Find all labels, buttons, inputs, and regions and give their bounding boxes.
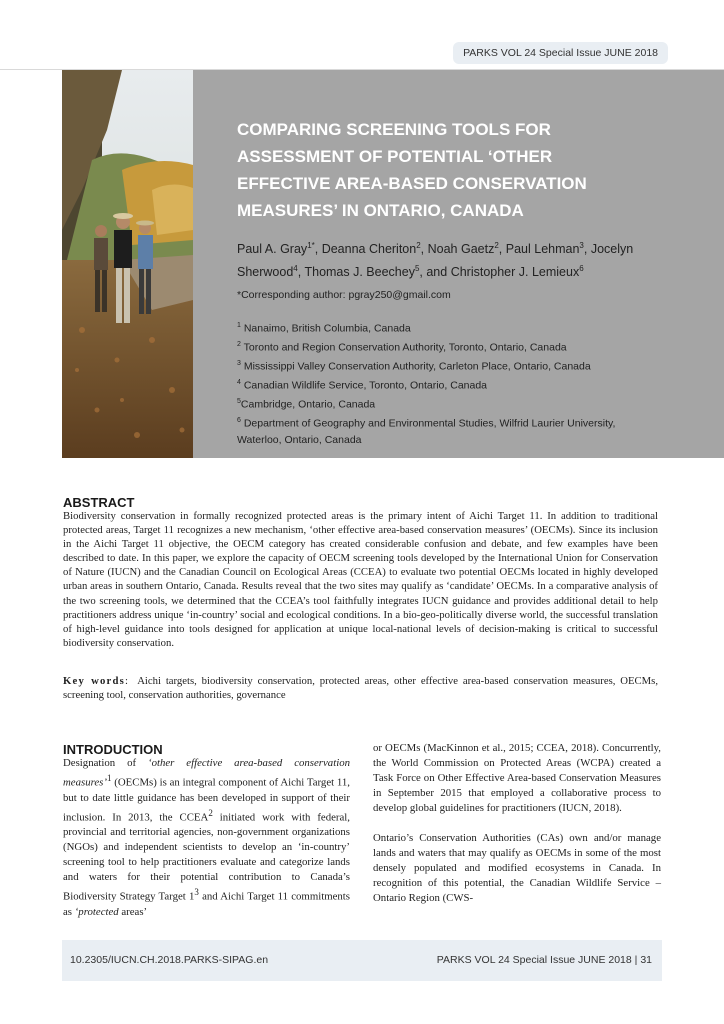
affiliation-sup: 5 [237,398,241,405]
intro-text: Designation of [63,757,148,769]
author-sup: 4 [293,264,298,274]
footer-journal: PARKS VOL 24 Special Issue JUNE 2018 [436,954,632,966]
author-sep: , [498,242,506,257]
abstract-heading: ABSTRACT [63,495,135,510]
author-name: Christopher J. Lemieux [450,265,580,280]
affiliation-sup: 3 [237,360,241,367]
author-sup: 1* [307,241,315,250]
author-name: Deanna Cheriton [321,242,417,257]
keywords-colon: : [125,675,138,687]
intro-left-column [63,756,350,920]
intro-text: areas’ [118,905,148,918]
author-name: Noah Gaetz [427,242,495,257]
page-number: 31 [640,954,652,966]
author-sup: 3 [579,241,584,250]
footnote-ref: 3 [194,887,199,898]
title-line: MEASURES’ IN ONTARIO, CANADA [237,201,524,220]
intro-paragraph: or OECMs (MacKinnon et al., 2015; CCEA, 2018). Concurrently, the World Commission on Protected Areas (WCPA) created a Task Force on Other Effective Area-based Conservation Measures in September 2015 that employed a collaborative process to develop global guidelines for practitioners (IUCN, 2018). [373,742,661,814]
article-title [237,116,657,224]
footnote-ref: 1 [106,773,112,783]
affiliation-item [237,375,657,394]
affiliation-text: Canadian Wildlife Service, Toronto, Ontario, Canada [243,379,488,392]
affiliation-sup: 2 [237,341,241,348]
author-sup: 2 [416,241,421,250]
intro-text: and Aichi Target 11 commitments as [63,890,351,918]
affiliation-text: Toronto and Region Conservation Authority, Toronto, Ontario, Canada [243,341,567,354]
page-footer [62,940,662,981]
affiliation-item [237,356,657,375]
affiliation-item [237,413,657,449]
author-sup: 5 [414,264,420,274]
intro-emphasis: ‘other effective area-based conservation measures’ [63,757,350,789]
keywords [63,674,658,702]
intro-paragraph: Ontario’s Conservation Authorities (CAs) own and/or manage lands and waters that may qualify as OECMs in some of the most densely populated and modified ecosystems in Canada. In recognition of this potential, the Canadian Wildlife Service – Ontario Region (CWS- [373,832,661,904]
affiliation-item [237,318,657,337]
author-name: Paul A. Gray [237,242,308,257]
affiliation-item [237,337,657,356]
keywords-text: Aichi targets, biodiversity conservation, protected areas, other effective area-based conservation measures, OECMs, screening tool, conservation authorities, governance [63,675,659,702]
affiliation-sup: 4 [237,379,241,386]
author-name: Jocelyn Sherwood [237,242,634,280]
cover-photo [62,70,193,458]
footer-doi: 10.2305/IUCN.CH.2018.PARKS-SIPAG.en [70,954,269,966]
corresponding-author: *Corresponding author: pgray250@gmail.com [237,289,451,301]
keywords-label: Key words [63,675,126,687]
author-name: Thomas J. Beechey [304,265,415,280]
footer-separator: | [634,954,638,966]
author-sep: , and [419,265,451,280]
affiliation-text: Nanaimo, British Columbia, Canada [243,322,411,335]
title-line: ASSESSMENT OF POTENTIAL ‘OTHER [237,147,553,166]
introduction-heading: INTRODUCTION [63,742,163,757]
footnote-ref: 2 [208,807,213,818]
footer-journal-page [437,954,652,966]
affiliation-sup: 6 [237,417,241,424]
intro-text: (OECMs) is an integral component of Aichi Target 11, but to date little guidance has been developed in support of their inclusion. In 2013, the CCEA [63,776,350,824]
author-sup: 6 [579,264,584,274]
journal-badge: PARKS VOL 24 Special Issue JUNE 2018 [453,42,668,64]
intro-right-column [373,741,661,906]
title-line: COMPARING SCREENING TOOLS FOR [237,120,551,139]
affiliation-list [237,318,657,449]
intro-text: initiated work with federal, provincial and territorial agencies, non-government organizations (NGOs) and independent scientists to develop an ‘in-country’ screening tool to help practitioners evaluate and categorize lands and waters for their potential contribution to Canada’s Biodiversity Strategy Target 1 [63,811,350,903]
author-sep: , [314,242,322,257]
title-line: EFFECTIVE AREA-BASED CONSERVATION [237,174,587,193]
affiliation-text: Department of Geography and Environmental Studies, Wilfrid Laurier University, Waterloo, Ontario, Canada [237,417,616,446]
affiliation-item [237,394,657,413]
affiliation-sup: 1 [237,322,241,329]
abstract-text: Biodiversity conservation in formally recognized protected areas is the primary intent of Aichi Target 11. In addition to traditional protected areas, Target 11 recognizes a new mechanism, ‘other effective area-based conservation measures’ (OECMs). Since its inclusion in the Aichi Target 11 objective, the OECM category has created considerable confusion and debate, and few examples have been described to date. In this paper, we explore the capacity of OECM screening tools developed by the International Union for Conservation of Nature (IUCN) and the Canadian Council on Ecological Areas (CCEA) to evaluate two potential OECMs located in highly developed urban areas in southern Ontario, Canada. Results reveal that the two sites may qualify as ‘candidate’ OECMs. In a comparative analysis of the two screening tools, we determined that the CCEA’s tool faithfully integrates IUCN guidance and provides additional detail to help practitioners address unique ‘in-country’ social and ecological conditions. In a bio-geo-politically diverse world, the successful translation of high-level guidance into tools designed for application at unique local-national levels of decision-making is critical to successful biodiversity conservation. [63,510,658,649]
author-sep: , [583,242,591,257]
author-name: Paul Lehman [505,242,580,257]
intro-emphasis: ‘protected [74,905,119,918]
author-sep: , [297,265,305,280]
author-sup: 2 [494,241,499,250]
author-list [237,236,657,282]
author-sep: , [420,242,428,257]
affiliation-text: Cambridge, Ontario, Canada [240,398,376,411]
affiliation-text: Mississippi Valley Conservation Authority, Carleton Place, Ontario, Canada [243,360,591,373]
